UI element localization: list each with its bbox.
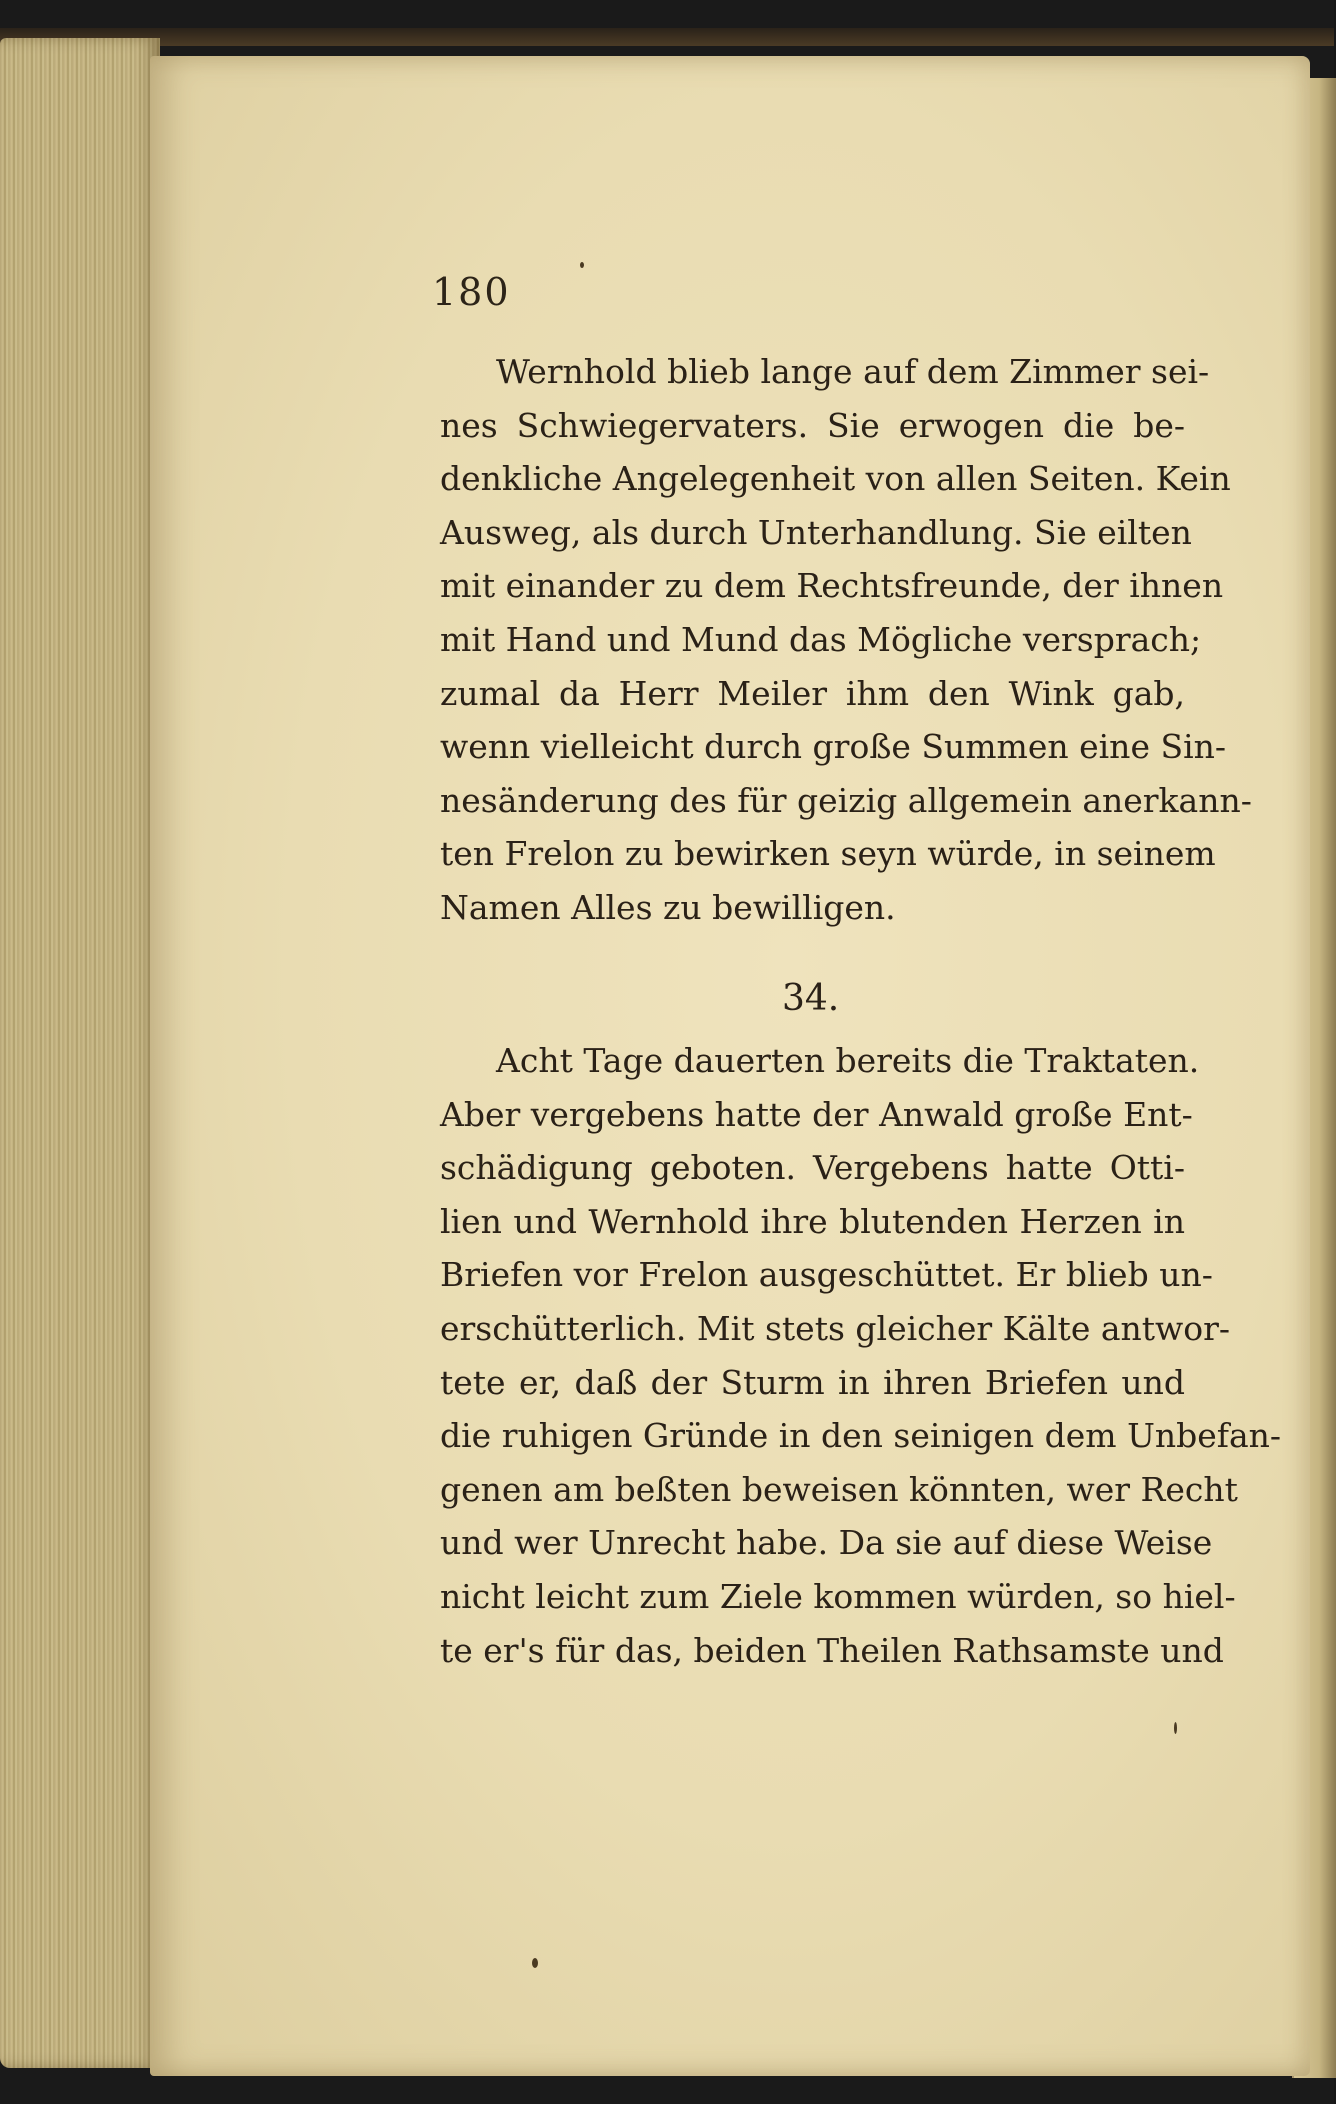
text-line: und wer Unrecht habe. Da sie auf diese Weise — [440, 1523, 1213, 1563]
section-number: 34. — [782, 978, 840, 1019]
text-line: Wernhold blieb lange auf dem Zimmer sei- — [496, 352, 1210, 391]
text-line: wenn vielleicht durch große Summen eine Sin- — [440, 727, 1227, 767]
ink-speck — [532, 1958, 538, 1968]
text-line: ten Frelon zu bewirken seyn würde, in seinem — [440, 834, 1216, 874]
text-line: Acht Tage dauerten bereits die Traktaten. — [496, 1041, 1200, 1080]
text-line: Aber vergebens hatte der Anwald große Ent- — [440, 1094, 1193, 1134]
paragraph-2 — [440, 1034, 1282, 1677]
book-cover-edge — [0, 28, 1334, 46]
text-line: mit Hand und Mund das Mögliche versprach; — [440, 619, 1202, 659]
text-line: die ruhigen Gründe in den seinigen dem Unbefan- — [440, 1416, 1282, 1456]
paragraph-1 — [440, 345, 1252, 935]
page-stack-edge — [0, 38, 160, 2068]
text-line: mit einander zu dem Rechtsfreunde, der ihnen — [440, 566, 1224, 606]
text-line: lien und Wernhold ihre blutenden Herzen in — [440, 1201, 1185, 1241]
text-line: zumal da Herr Meiler ihm den Wink gab, — [440, 673, 1185, 713]
text-line: denkliche Angelegenheit von allen Seiten. Kein — [440, 459, 1231, 499]
text-line: nicht leicht zum Ziele kommen würden, so hiel- — [440, 1576, 1236, 1616]
text-line: nes Schwiegervaters. Sie erwogen die be- — [440, 405, 1185, 445]
text-line: tete er, daß der Sturm in ihren Briefen und — [440, 1362, 1185, 1402]
text-line: Ausweg, als durch Unterhandlung. Sie eilten — [440, 512, 1192, 552]
text-line: nesänderung des für geizig allgemein anerkann- — [440, 780, 1252, 820]
page-number: 180 — [432, 270, 511, 314]
text-line: erschütterlich. Mit stets gleicher Kälte antwor- — [440, 1308, 1231, 1348]
text-line: Namen Alles zu bewilligen. — [440, 887, 896, 927]
text-line: schädigung geboten. Vergebens hatte Otti- — [440, 1148, 1185, 1188]
ink-speck — [1174, 1722, 1177, 1734]
text-line: genen am beßten beweisen könnten, wer Recht — [440, 1469, 1238, 1509]
text-line: Briefen vor Frelon ausgeschüttet. Er blieb un- — [440, 1255, 1213, 1295]
text-line: te er's für das, beiden Theilen Rathsamste und — [440, 1630, 1224, 1670]
ink-speck — [580, 262, 584, 268]
